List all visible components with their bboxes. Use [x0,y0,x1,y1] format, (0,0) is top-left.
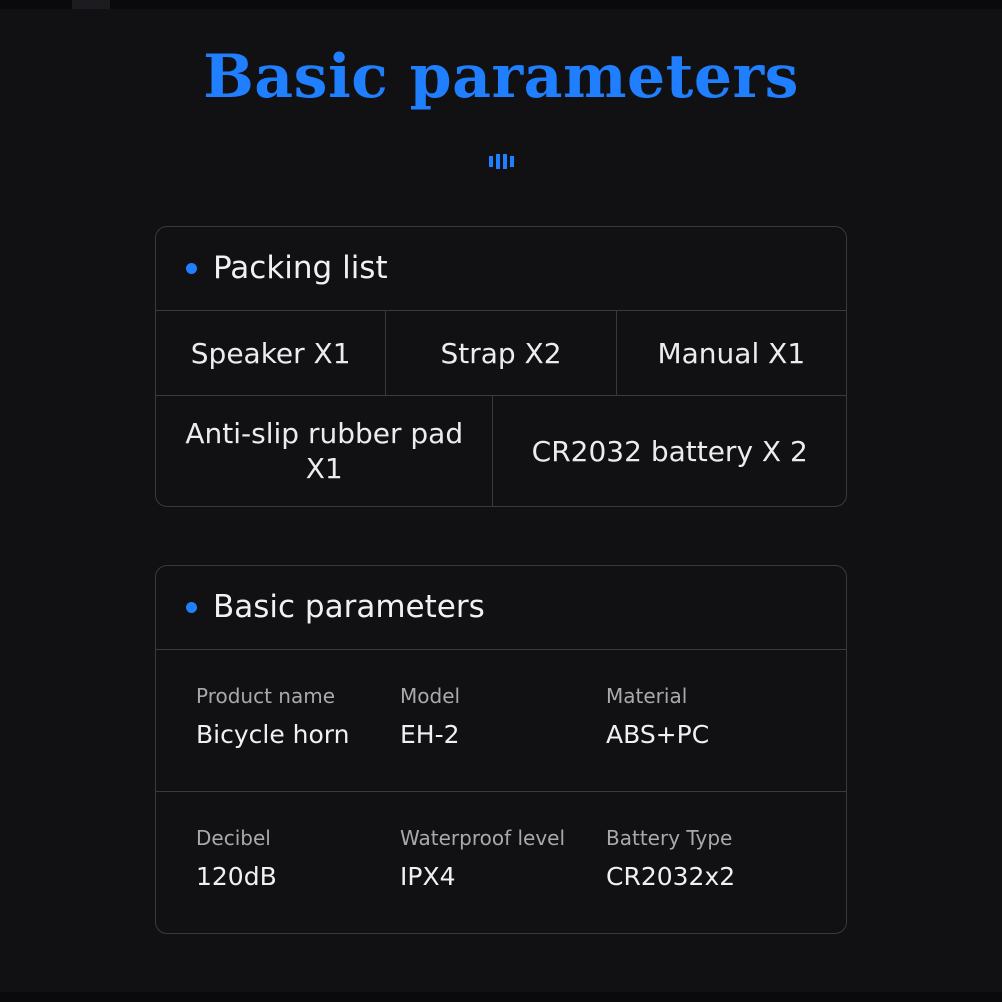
bottom-edge-strip [0,992,1002,1002]
basic-parameters-title: Basic parameters [213,589,485,626]
divider-bar-4 [510,156,514,167]
parameter-model [400,684,606,749]
decorative-divider [0,152,1002,170]
packing-cell-manual: Manual X1 [616,311,846,395]
parameter-waterproof-level [400,826,606,891]
packing-list-title: Packing list [213,250,388,287]
parameter-group-1 [156,650,846,791]
packing-row-1 [156,311,846,395]
parameter-material [606,684,806,749]
parameter-label: Product name [196,684,336,709]
packing-row-2 [156,395,846,506]
parameter-value: IPX4 [400,862,456,892]
packing-list-card [155,226,847,507]
divider-bar-3 [503,154,507,169]
packing-cell-strap: Strap X2 [385,311,615,395]
parameter-decibel [196,826,400,891]
parameter-label: Model [400,684,461,709]
top-edge-notch [72,0,110,9]
parameter-label: Waterproof level [400,826,566,851]
parameter-value: Bicycle horn [196,720,350,750]
bullet-icon [186,602,197,613]
parameter-label: Decibel [196,826,271,851]
parameter-label: Material [606,684,688,709]
page-title: Basic parameters [203,42,799,112]
parameter-value: 120dB [196,862,277,892]
parameter-group-2 [156,791,846,933]
parameter-value: CR2032x2 [606,862,736,892]
basic-parameters-header [156,566,846,650]
parameter-label: Battery Type [606,826,733,851]
parameter-value: ABS+PC [606,720,710,750]
divider-bar-1 [489,156,493,167]
parameter-battery-type [606,826,806,891]
packing-list-header [156,227,846,311]
packing-cell-battery: CR2032 battery X 2 [492,396,846,506]
parameter-value: EH-2 [400,720,460,750]
bullet-icon [186,263,197,274]
packing-cell-rubber-pad: Anti-slip rubber pad X1 [185,417,464,486]
packing-cell-speaker: Speaker X1 [190,336,351,370]
basic-parameters-card [155,565,847,934]
parameter-product-name [196,684,400,749]
top-edge-strip [0,0,1002,9]
divider-bar-2 [496,154,500,169]
